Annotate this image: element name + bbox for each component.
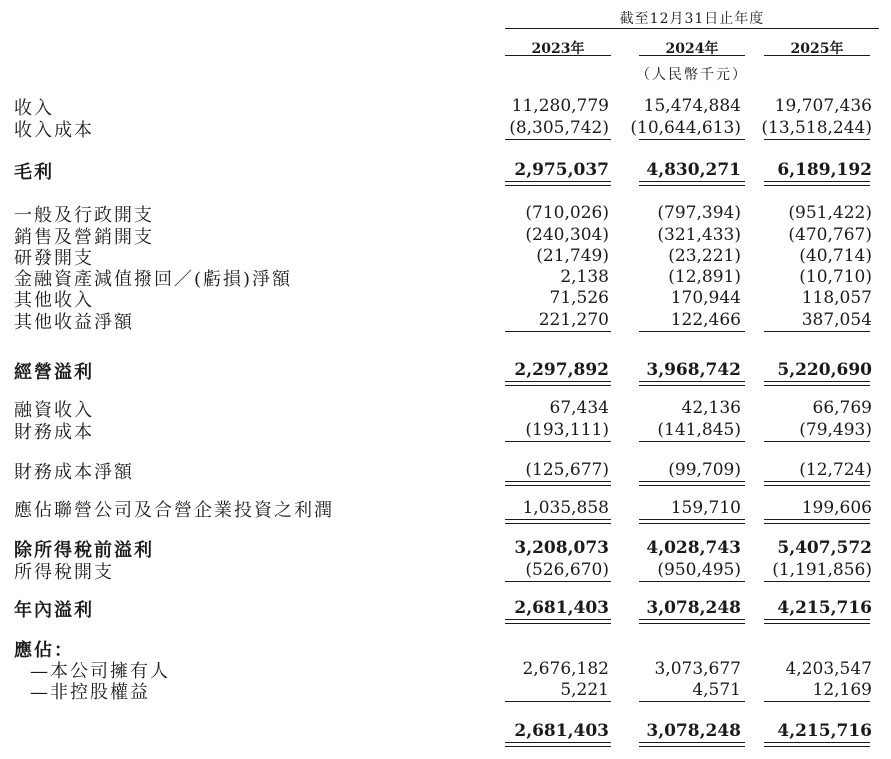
row-value: 170,944 <box>670 288 741 308</box>
row-value: (321,433) <box>657 225 741 245</box>
underline <box>505 139 611 140</box>
year-2025: 2025年 <box>790 41 844 57</box>
row-label: 財務成本 <box>14 422 94 443</box>
double-underline <box>764 619 870 624</box>
underline <box>639 331 745 332</box>
row-value: (1,191,856) <box>772 560 872 580</box>
double-underline <box>764 742 870 747</box>
row-value: (240,304) <box>525 225 609 245</box>
row-value: (40,714) <box>799 246 872 266</box>
row-label: 應佔聯營公司及合營企業投資之利潤 <box>14 500 334 521</box>
row-label: 研發開支 <box>14 248 94 269</box>
year-2024: 2024年 <box>665 41 719 57</box>
row-value: 19,707,436 <box>774 96 872 116</box>
row-value: 221,270 <box>538 310 609 330</box>
row-label: —本公司擁有人 <box>30 661 170 682</box>
double-underline <box>505 381 611 386</box>
year-rule <box>764 55 870 56</box>
row-value: 12,169 <box>812 680 872 700</box>
row-value: 4,028,743 <box>646 538 741 558</box>
year-rule <box>505 55 611 56</box>
row-value: (951,422) <box>788 203 872 223</box>
row-value: 122,466 <box>670 310 741 330</box>
double-underline <box>764 181 870 186</box>
underline <box>639 139 745 140</box>
row-value: 2,297,892 <box>514 360 609 380</box>
row-label: 收入 <box>14 98 54 119</box>
row-value: 4,203,547 <box>785 659 872 679</box>
double-underline <box>639 381 745 386</box>
double-underline <box>639 519 745 524</box>
underline <box>764 441 870 442</box>
row-value: (526,670) <box>525 560 609 580</box>
row-label: 其他收入 <box>14 290 94 311</box>
row-value: (193,111) <box>525 420 609 440</box>
row-label: 其他收益淨額 <box>14 312 134 333</box>
row-value: (99,709) <box>668 460 741 480</box>
row-value: 4,215,716 <box>777 721 872 741</box>
underline <box>764 331 870 332</box>
row-label: 除所得稅前溢利 <box>14 540 154 561</box>
row-value: (125,677) <box>525 460 609 480</box>
row-value: (141,845) <box>657 420 741 440</box>
row-value: 2,975,037 <box>514 160 609 180</box>
row-value: 2,138 <box>560 267 609 287</box>
row-label: 毛利 <box>14 162 54 183</box>
row-value: 3,078,248 <box>646 598 741 618</box>
row-value: 15,474,884 <box>643 96 741 116</box>
row-value: 66,769 <box>812 398 872 418</box>
row-label: 年內溢利 <box>14 600 94 621</box>
row-value: (10,644,613) <box>630 118 741 138</box>
double-underline <box>639 481 745 486</box>
row-value: 3,208,073 <box>514 538 609 558</box>
underline <box>764 701 870 702</box>
row-value: (950,495) <box>657 560 741 580</box>
double-underline <box>505 619 611 624</box>
double-underline <box>639 181 745 186</box>
row-label: —非控股權益 <box>30 682 150 703</box>
row-value: 159,710 <box>670 498 741 518</box>
row-value: 3,073,677 <box>654 659 741 679</box>
row-label: 銷售及營銷開支 <box>14 227 154 248</box>
double-underline <box>505 481 611 486</box>
underline <box>505 701 611 702</box>
row-value: (8,305,742) <box>509 118 609 138</box>
row-value: 6,189,192 <box>777 160 872 180</box>
double-underline <box>505 742 611 747</box>
underline <box>639 441 745 442</box>
row-label: 所得稅開支 <box>14 562 114 583</box>
underline <box>764 581 870 582</box>
underline <box>639 701 745 702</box>
row-value: (470,767) <box>788 225 872 245</box>
underline <box>505 581 611 582</box>
row-value: (10,710) <box>799 267 872 287</box>
row-value: 4,215,716 <box>777 598 872 618</box>
row-value: 2,681,403 <box>514 721 609 741</box>
period-rule <box>505 28 879 29</box>
row-value: 4,571 <box>692 680 741 700</box>
double-underline <box>505 519 611 524</box>
row-value: (12,724) <box>799 460 872 480</box>
year-2023: 2023年 <box>531 41 585 57</box>
row-value: (13,518,244) <box>761 118 872 138</box>
row-label: 應佔： <box>14 640 74 661</box>
row-value: 5,220,690 <box>777 360 872 380</box>
double-underline <box>764 519 870 524</box>
underline <box>764 139 870 140</box>
row-value: (23,221) <box>668 246 741 266</box>
row-value: (12,891) <box>668 267 741 287</box>
double-underline <box>505 181 611 186</box>
row-value: 71,526 <box>549 288 609 308</box>
row-label: 財務成本淨額 <box>14 462 134 483</box>
row-value: 42,136 <box>681 398 741 418</box>
row-value: 5,221 <box>560 680 609 700</box>
row-label: 經營溢利 <box>14 362 94 383</box>
row-label: 融資收入 <box>14 400 94 421</box>
underline <box>505 441 611 442</box>
row-value: 3,078,248 <box>646 721 741 741</box>
double-underline <box>764 381 870 386</box>
row-value: (21,749) <box>536 246 609 266</box>
row-value: 1,035,858 <box>522 498 609 518</box>
double-underline <box>639 619 745 624</box>
year-rule <box>639 55 745 56</box>
row-value: 4,830,271 <box>646 160 741 180</box>
period-header: 截至12月31日止年度 <box>619 11 765 27</box>
row-label: 收入成本 <box>14 120 94 141</box>
row-value: 2,676,182 <box>522 659 609 679</box>
double-underline <box>764 481 870 486</box>
underline <box>639 581 745 582</box>
row-value: (710,026) <box>525 203 609 223</box>
row-value: 387,054 <box>801 310 872 330</box>
underline <box>505 331 611 332</box>
row-value: 2,681,403 <box>514 598 609 618</box>
row-label: 金融資產減值撥回／(虧損)淨額 <box>14 269 293 290</box>
row-value: 3,968,742 <box>646 360 741 380</box>
row-value: (79,493) <box>799 420 872 440</box>
row-value: (797,394) <box>657 203 741 223</box>
row-value: 118,057 <box>801 288 872 308</box>
row-value: 67,434 <box>549 398 609 418</box>
row-label: 一般及行政開支 <box>14 205 154 226</box>
unit-label: （人民幣千元） <box>636 67 748 83</box>
row-value: 5,407,572 <box>777 538 872 558</box>
row-value: 199,606 <box>801 498 872 518</box>
double-underline <box>639 742 745 747</box>
row-value: 11,280,779 <box>511 96 609 116</box>
